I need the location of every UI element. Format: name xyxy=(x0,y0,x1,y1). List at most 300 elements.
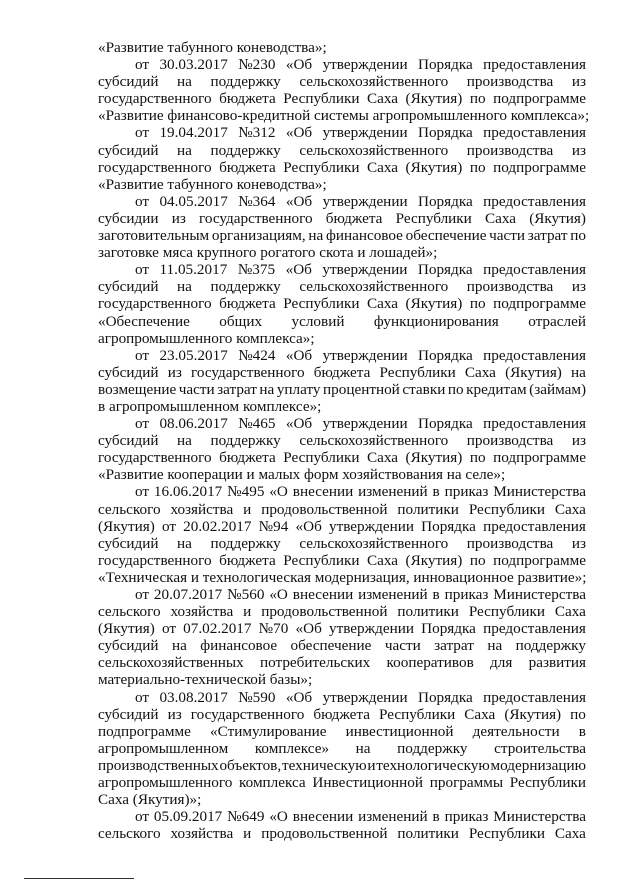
word: утверждении xyxy=(322,415,408,433)
word: (Якутия) xyxy=(405,295,463,313)
word: внесении xyxy=(292,586,354,603)
word: объектов, xyxy=(219,756,282,774)
text-line xyxy=(98,415,586,432)
word: субсидий xyxy=(98,705,159,723)
word: «Об xyxy=(295,517,322,535)
word: инвестиционной xyxy=(345,722,454,740)
word: №560 xyxy=(227,586,265,603)
word: 03.08.2017 xyxy=(159,688,228,706)
word: условий xyxy=(291,312,345,330)
word: от xyxy=(135,124,150,142)
word: утверждении xyxy=(322,124,408,142)
word: Республики xyxy=(283,90,360,108)
word: №230 xyxy=(238,56,276,74)
word: сельскохозяйственного xyxy=(299,141,449,159)
word: предоставления xyxy=(483,192,586,210)
word: государственного xyxy=(98,295,212,313)
word: №590 xyxy=(238,688,276,706)
word: подпрограмме xyxy=(493,158,586,176)
word: производственных xyxy=(98,756,219,774)
word: сельскохозяйственного xyxy=(299,432,449,450)
word: (Якутия) xyxy=(98,517,155,535)
word: политики xyxy=(397,825,459,843)
text-line xyxy=(98,808,586,825)
word: субсидий xyxy=(98,637,159,655)
word: на xyxy=(177,432,192,450)
word: «Развитие табунного коневодства»; xyxy=(98,175,327,193)
word: политики xyxy=(397,500,459,518)
word: бюджета xyxy=(219,295,276,313)
word: кредитам xyxy=(466,380,527,398)
word: (Якутия) xyxy=(529,209,586,227)
word: комплексе» xyxy=(254,739,330,757)
text-line xyxy=(98,483,586,500)
word: из xyxy=(571,141,586,159)
word: развития xyxy=(528,654,586,672)
word: 04.05.2017 xyxy=(159,192,228,210)
word: №424 xyxy=(238,346,276,364)
word: №70 xyxy=(258,620,289,638)
word: 19.04.2017 xyxy=(159,124,228,142)
word: Республики xyxy=(509,774,586,792)
word: Республики xyxy=(379,363,456,381)
word: поддержку xyxy=(515,637,586,655)
word: утверждении xyxy=(328,517,414,535)
text-line xyxy=(98,757,586,774)
word: на xyxy=(308,227,324,245)
word: обеспечение xyxy=(290,637,372,655)
word: сельского xyxy=(98,825,161,843)
word: Республики xyxy=(283,449,360,467)
text-line xyxy=(98,466,586,483)
word: предоставления xyxy=(483,620,586,638)
word: производства xyxy=(466,73,554,91)
word: в xyxy=(578,722,586,740)
word: от xyxy=(135,415,150,433)
footnote-divider xyxy=(24,878,134,879)
word: части xyxy=(489,227,526,245)
word: затрат xyxy=(434,637,474,655)
word: деятельности xyxy=(472,722,560,740)
word: №375 xyxy=(237,261,276,279)
text-line xyxy=(98,603,586,620)
word: и xyxy=(243,603,252,621)
word: Республики xyxy=(468,825,546,843)
word: хозяйства xyxy=(170,825,234,843)
word: процентной xyxy=(323,380,400,398)
word: утверждении xyxy=(322,192,408,210)
word: из xyxy=(571,73,586,91)
word: изменений xyxy=(358,483,428,501)
word: на xyxy=(177,534,192,552)
word: Саха xyxy=(554,825,586,843)
word: 20.02.2017 xyxy=(183,517,252,535)
word: Порядка xyxy=(417,56,473,74)
word: кооперативов xyxy=(386,654,474,672)
word: на xyxy=(355,739,371,757)
word: по xyxy=(469,295,486,313)
word: агропромышленного xyxy=(98,774,233,792)
word: приказ xyxy=(444,586,489,603)
word: от xyxy=(161,517,176,535)
word: из xyxy=(167,363,182,381)
word: 11.05.2017 xyxy=(159,261,228,279)
text-line xyxy=(98,159,586,176)
word: от xyxy=(135,261,150,279)
word: Республики xyxy=(468,500,546,518)
word: «Об xyxy=(285,56,313,74)
word: (Якутия) xyxy=(405,449,463,467)
word: техническую xyxy=(281,756,367,774)
word: №94 xyxy=(258,517,289,535)
word: на xyxy=(177,73,192,91)
word: в xyxy=(432,808,440,826)
word: от xyxy=(135,688,150,706)
word: «О xyxy=(269,808,288,826)
word: сельскохозяйственного xyxy=(299,73,449,91)
text-line xyxy=(98,518,586,535)
word: в xyxy=(432,586,440,603)
word: хозяйства xyxy=(170,603,234,621)
word: субсидии xyxy=(98,209,159,227)
word: утверждении xyxy=(322,346,408,364)
word: государственного xyxy=(98,90,212,108)
word: агропромышленного комплекса»; xyxy=(98,329,315,347)
word: Саха xyxy=(367,295,399,313)
text-line xyxy=(98,569,586,586)
text-line xyxy=(98,825,586,842)
word: уплату xyxy=(276,380,321,398)
word: подпрограмме xyxy=(493,551,586,569)
word: Республики xyxy=(395,209,472,227)
word: от xyxy=(135,346,150,364)
word: бюджета xyxy=(313,705,370,723)
word: государственного xyxy=(190,705,305,723)
word: части xyxy=(178,380,215,398)
word: программы xyxy=(429,774,504,792)
word: на xyxy=(177,141,192,159)
word: на xyxy=(177,278,192,296)
word: от xyxy=(135,192,150,210)
word: 23.05.2017 xyxy=(159,346,228,364)
word: для xyxy=(490,654,513,672)
word: поддержку xyxy=(210,278,281,296)
word: сельскохозяйственного xyxy=(299,534,449,552)
word: государственного xyxy=(98,158,212,176)
word: утверждении xyxy=(322,688,408,706)
word: государственного xyxy=(98,449,212,467)
text-line xyxy=(98,176,586,193)
word: бюджета xyxy=(219,90,276,108)
word: «Обеспечение xyxy=(98,312,190,330)
word: из xyxy=(171,209,186,227)
word: (Якутия) xyxy=(504,705,562,723)
word: продовольственной xyxy=(261,825,388,843)
word: субсидий xyxy=(98,534,159,552)
word: организациям, xyxy=(211,227,306,245)
text-line xyxy=(98,193,586,210)
word: приказ xyxy=(444,808,489,826)
word: государственного xyxy=(191,363,305,381)
word: на xyxy=(171,637,187,655)
word: из xyxy=(167,705,182,723)
text-line xyxy=(98,244,586,261)
word: Саха xyxy=(485,209,517,227)
word: предоставления xyxy=(483,517,586,535)
text-line xyxy=(98,73,586,90)
word: (займам) xyxy=(529,380,586,398)
word: Республики xyxy=(468,603,546,621)
word: изменений xyxy=(358,808,428,826)
word: (Якутия) xyxy=(405,551,463,569)
word: предоставления xyxy=(483,346,586,364)
word: предоставления xyxy=(483,56,586,74)
word: поддержку xyxy=(397,739,468,757)
text-line xyxy=(98,227,586,244)
word: производства xyxy=(466,278,554,296)
word: Министерства xyxy=(493,586,586,603)
word: Министерства xyxy=(493,808,586,826)
text-line xyxy=(98,671,586,688)
word: затрат xyxy=(217,380,257,398)
text-line xyxy=(98,654,586,671)
word: бюджета xyxy=(325,209,383,227)
word: предоставления xyxy=(483,415,586,433)
word: технологическую xyxy=(376,756,490,774)
word: государственного xyxy=(98,551,212,569)
word: хозяйства xyxy=(170,500,234,518)
text-line xyxy=(98,56,586,73)
word: «Развитие финансово-кредитной системы агропромышленного комплекса»; xyxy=(98,107,590,125)
word: отраслей xyxy=(528,312,586,330)
word: по xyxy=(447,380,464,398)
word: Саха xyxy=(367,90,399,108)
word: от xyxy=(161,620,176,638)
word: 08.06.2017 xyxy=(159,415,228,433)
word: финансовое xyxy=(200,637,278,655)
word: ставки xyxy=(402,380,446,398)
word: материально-технической базы»; xyxy=(98,671,313,689)
word: по xyxy=(570,227,586,245)
word: Министерства xyxy=(493,483,586,501)
word: «Об xyxy=(285,415,313,433)
word: из xyxy=(571,432,586,450)
word: заготовительным xyxy=(98,227,210,245)
word: политики xyxy=(397,603,459,621)
word: Саха xyxy=(367,158,399,176)
word: финансовое xyxy=(325,227,403,245)
word: подпрограмме xyxy=(493,449,586,467)
word: «Об xyxy=(285,124,313,142)
text-line xyxy=(98,637,586,654)
text-line xyxy=(98,39,586,56)
word: обеспечение xyxy=(405,227,487,245)
word: утверждении xyxy=(322,56,408,74)
word: внесении xyxy=(292,483,354,501)
word: на xyxy=(259,380,275,398)
word: Республики xyxy=(283,551,360,569)
word: в агропромышленном комплексе»; xyxy=(98,397,322,415)
text-line xyxy=(98,210,586,227)
word: и xyxy=(243,500,252,518)
word: сельскохозяйственного xyxy=(299,278,449,296)
word: утверждении xyxy=(322,261,408,279)
word: Порядка xyxy=(417,261,473,279)
word: на xyxy=(571,363,586,381)
document-body xyxy=(98,39,590,843)
text-line xyxy=(98,295,586,312)
text-line xyxy=(98,791,586,808)
word: «Об xyxy=(285,346,313,364)
word: Порядка xyxy=(421,620,476,638)
word: «О xyxy=(269,586,288,603)
word: предоставления xyxy=(483,261,586,279)
word: субсидий xyxy=(98,278,159,296)
word: затрат xyxy=(527,227,568,245)
word: Республики xyxy=(283,295,360,313)
text-line xyxy=(98,774,586,791)
text-line xyxy=(98,432,586,449)
word: Саха xyxy=(554,603,586,621)
word: Саха xyxy=(367,551,399,569)
word: субсидий xyxy=(98,432,159,450)
word: 05.09.2017 xyxy=(153,808,223,826)
word: №312 xyxy=(238,124,276,142)
word: Саха (Якутия)»; xyxy=(98,791,202,809)
word: субсидий xyxy=(98,141,159,159)
word: функционирования xyxy=(373,312,499,330)
word: №465 xyxy=(238,415,276,433)
word: по xyxy=(469,551,486,569)
text-line xyxy=(98,501,586,518)
word: бюджета xyxy=(313,363,371,381)
word: «Развитие табунного коневодства»; xyxy=(98,39,327,56)
word: производства xyxy=(466,432,554,450)
word: из xyxy=(571,534,586,552)
word: предоставления xyxy=(483,124,586,142)
text-line xyxy=(98,364,586,381)
word: и xyxy=(367,756,376,774)
text-line xyxy=(98,740,586,757)
text-line xyxy=(98,449,586,466)
word: Порядка xyxy=(421,517,476,535)
word: (Якутия) xyxy=(505,363,562,381)
word: в xyxy=(432,483,440,501)
word: заготовке мяса крупного рогатого скота и лошадей»; xyxy=(98,244,438,262)
word: №495 xyxy=(227,483,265,501)
word: Инвестиционной xyxy=(312,774,424,792)
word: бюджета xyxy=(219,158,276,176)
word: производства xyxy=(466,141,554,159)
word: сельского xyxy=(98,500,161,518)
word: и xyxy=(243,825,252,843)
word: подпрограмме xyxy=(493,295,586,313)
word: продовольственной xyxy=(261,603,388,621)
word: «Стимулирование xyxy=(210,722,327,740)
word: по xyxy=(570,705,586,723)
word: производства xyxy=(466,534,554,552)
word: от xyxy=(135,586,150,603)
word: строительства xyxy=(494,739,586,757)
word: «Об xyxy=(285,192,313,210)
word: поддержку xyxy=(210,534,281,552)
word: Республики xyxy=(283,158,360,176)
text-line xyxy=(98,535,586,552)
word: подпрограмме xyxy=(493,90,586,108)
word: потребительских xyxy=(260,654,371,672)
word: «Об xyxy=(285,688,313,706)
word: внесении xyxy=(292,808,354,826)
word: №649 xyxy=(227,808,265,826)
word: части xyxy=(384,637,421,655)
word: по xyxy=(469,158,486,176)
text-line xyxy=(98,142,586,159)
word: на xyxy=(487,637,503,655)
word: бюджета xyxy=(219,449,276,467)
word: субсидий xyxy=(98,363,159,381)
word: Порядка xyxy=(417,124,473,142)
word: Порядка xyxy=(417,192,473,210)
word: 16.06.2017 xyxy=(153,483,223,501)
text-line xyxy=(98,107,590,125)
word: от xyxy=(135,56,150,74)
text-line xyxy=(98,689,586,706)
word: предоставления xyxy=(483,688,586,706)
text-line xyxy=(98,124,586,141)
word: «О xyxy=(269,483,288,501)
word: бюджета xyxy=(219,551,276,569)
word: «Об xyxy=(295,620,322,638)
word: модернизацию xyxy=(490,756,586,774)
word: общих xyxy=(219,312,263,330)
text-line xyxy=(98,398,586,415)
word: Порядка xyxy=(417,346,473,364)
word: Саха xyxy=(554,500,586,518)
text-line xyxy=(98,313,586,330)
word: от xyxy=(135,483,150,501)
word: комплекса xyxy=(239,774,306,792)
word: сельскохозяйственных xyxy=(98,654,244,672)
word: поддержку xyxy=(210,141,281,159)
word: 07.02.2017 xyxy=(183,620,252,638)
word: «Развитие кооперации и малых форм хозяйствования на селе»; xyxy=(98,466,506,484)
word: поддержку xyxy=(210,432,281,450)
word: Порядка xyxy=(417,688,473,706)
word: №364 xyxy=(238,192,276,210)
word: (Якутия) xyxy=(98,620,155,638)
word: приказ xyxy=(444,483,489,501)
word: утверждении xyxy=(328,620,414,638)
word: «Техническая и технологическая модернизация, инновационное развитие»; xyxy=(98,568,587,586)
word: 20.07.2017 xyxy=(153,586,223,603)
word: изменений xyxy=(358,586,428,603)
word: Республики xyxy=(379,705,456,723)
text-line xyxy=(98,330,586,347)
text-line xyxy=(98,620,586,637)
word: Порядка xyxy=(417,415,473,433)
word: по xyxy=(469,449,486,467)
word: агропромышленном xyxy=(98,739,229,757)
word: Саха xyxy=(367,449,399,467)
word: подпрограмме xyxy=(98,722,191,740)
word: из xyxy=(571,278,586,296)
word: возмещение xyxy=(98,380,177,398)
word: продовольственной xyxy=(261,500,388,518)
word: субсидий xyxy=(98,73,159,91)
text-line xyxy=(98,278,586,295)
word: от xyxy=(135,808,150,826)
word: 30.03.2017 xyxy=(159,56,228,74)
